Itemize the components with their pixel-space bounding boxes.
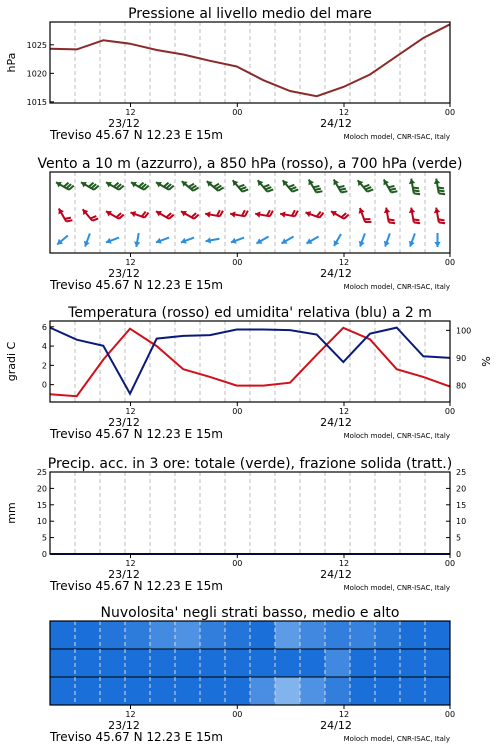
wind-barb-850hpa xyxy=(230,210,248,218)
y-tick-label: 0 xyxy=(456,550,462,559)
panel-1 xyxy=(5,6,455,142)
wind-barb-10m xyxy=(256,237,268,244)
chart-title: Pressione al livello medio del mare xyxy=(128,6,372,22)
time-tick-label: 12 xyxy=(125,559,136,568)
cloud-cell xyxy=(325,649,350,677)
cloud-cell xyxy=(225,677,250,705)
cloud-cell xyxy=(275,621,300,649)
chart-title: Precip. acc. in 3 ore: totale (verde), frazione solida (tratt.) xyxy=(47,456,453,472)
y-axis-label-right: % xyxy=(480,356,493,367)
time-tick-label: 00 xyxy=(444,559,456,568)
cloud-cell xyxy=(325,621,350,649)
wind-barb-700hpa xyxy=(106,182,124,190)
time-tick-label: 00 xyxy=(444,258,456,267)
wind-barb-850hpa xyxy=(106,211,124,219)
wind-barb-10m xyxy=(206,237,220,243)
wind-barb-700hpa xyxy=(358,180,374,191)
time-tick-label: 00 xyxy=(444,407,456,416)
location-label: Treviso 45.67 N 12.23 E 15m xyxy=(50,128,223,142)
date-label: 24/12 xyxy=(320,719,352,732)
time-tick-label: 12 xyxy=(125,258,136,267)
time-tick-label: 00 xyxy=(232,108,243,117)
cloud-cell xyxy=(325,677,350,705)
y-tick-label: 0 xyxy=(41,380,47,390)
y-tick-label: 2 xyxy=(41,361,47,371)
location-label: Treviso 45.67 N 12.23 E 15m xyxy=(50,579,223,593)
wind-barb-850hpa xyxy=(359,208,372,222)
cloud-cell xyxy=(425,677,450,705)
cloud-cell xyxy=(425,621,450,649)
wind-barb-700hpa xyxy=(56,182,74,190)
time-tick-label: 12 xyxy=(125,407,136,416)
cloud-cell xyxy=(150,677,175,705)
cloud-cell xyxy=(400,677,425,705)
wind-barb-10m xyxy=(306,237,318,244)
time-tick-label: 00 xyxy=(444,108,456,117)
wind-barb-850hpa xyxy=(181,211,199,219)
cloud-cell xyxy=(375,621,400,649)
wind-barb-850hpa xyxy=(130,211,148,218)
y-tick-label: 1020 xyxy=(26,69,47,79)
model-label: Moloch model, CNR-ISAC, Italy xyxy=(343,133,450,141)
cloud-cell xyxy=(125,649,150,677)
cloud-cell xyxy=(200,621,225,649)
cloud-cell xyxy=(200,649,225,677)
date-label: 23/12 xyxy=(108,416,140,429)
chart-title: Vento a 10 m (azzurro), a 850 hPa (rosso), a 700 hPa (verde) xyxy=(37,156,463,172)
cloud-cell xyxy=(350,649,375,677)
wind-barb-700hpa xyxy=(334,180,348,193)
wind-barb-850hpa xyxy=(156,211,174,219)
location-label: Treviso 45.67 N 12.23 E 15m xyxy=(50,730,223,744)
wind-barb-10m xyxy=(281,237,293,244)
wind-barb-10m xyxy=(384,233,390,246)
cloud-cell xyxy=(175,677,200,705)
y-tick-label: 0 xyxy=(41,550,47,559)
y-tick-label: 100 xyxy=(456,326,472,336)
cloud-cell xyxy=(100,621,125,649)
wind-barb-10m xyxy=(156,238,169,244)
wind-barb-850hpa xyxy=(83,209,99,220)
cloud-cell xyxy=(225,649,250,677)
time-tick-label: 12 xyxy=(338,710,350,719)
y-axis-label: hPa xyxy=(5,52,18,73)
wind-barb-700hpa xyxy=(182,181,199,191)
time-tick-label: 12 xyxy=(338,108,350,117)
y-tick-label: 1025 xyxy=(26,40,47,50)
date-label: 23/12 xyxy=(108,117,140,130)
time-tick-label: 00 xyxy=(232,559,243,568)
time-tick-label: 12 xyxy=(338,258,350,267)
y-tick-label: 20 xyxy=(36,484,47,494)
wind-barb-850hpa xyxy=(255,210,273,218)
cloud-cell xyxy=(100,677,125,705)
wind-barb-10m xyxy=(181,238,194,244)
cloud-cell xyxy=(125,621,150,649)
cloud-cell xyxy=(300,677,325,705)
y-tick-label: 1015 xyxy=(26,97,47,107)
date-label: 24/12 xyxy=(320,568,352,581)
cloud-cell xyxy=(375,649,400,677)
wind-barb-700hpa xyxy=(131,182,149,190)
wind-barb-10m xyxy=(84,233,90,246)
date-label: 23/12 xyxy=(108,568,140,581)
wind-barb-850hpa xyxy=(409,208,420,224)
date-label: 24/12 xyxy=(320,117,352,130)
wind-barb-10m xyxy=(334,234,341,246)
wind-barb-700hpa xyxy=(207,181,224,191)
time-tick-label: 00 xyxy=(444,710,456,719)
date-label: 23/12 xyxy=(108,267,140,280)
wind-barb-10m xyxy=(134,233,140,247)
cloud-cell xyxy=(300,649,325,677)
time-tick-label: 12 xyxy=(125,710,136,719)
y-tick-label: 25 xyxy=(36,468,47,477)
time-tick-label: 00 xyxy=(232,258,243,267)
y-tick-label: 5 xyxy=(456,533,462,543)
y-tick-label: 5 xyxy=(41,533,47,543)
wind-barb-850hpa xyxy=(331,211,349,219)
cloud-cell xyxy=(175,621,200,649)
wind-barb-850hpa xyxy=(434,208,445,224)
y-axis-label: mm xyxy=(5,502,18,524)
chart-title: Nuvolosita' negli strati basso, medio e alto xyxy=(100,605,400,621)
cloud-cell xyxy=(250,621,275,649)
cloud-cell xyxy=(400,621,425,649)
cloud-cell xyxy=(275,649,300,677)
cloud-cell xyxy=(75,621,100,649)
plot-frame xyxy=(50,472,450,554)
time-tick-label: 12 xyxy=(338,407,350,416)
model-label: Moloch model, CNR-ISAC, Italy xyxy=(343,432,450,440)
time-tick-label: 00 xyxy=(232,710,243,719)
wind-barb-700hpa xyxy=(156,182,174,190)
y-tick-label: 10 xyxy=(36,517,47,527)
panel-4 xyxy=(5,456,466,593)
cloud-cell xyxy=(50,649,75,677)
plot-frame xyxy=(50,22,450,103)
y-tick-label: 80 xyxy=(456,381,467,391)
y-tick-label: 4 xyxy=(41,342,47,352)
cloud-cell xyxy=(150,649,175,677)
cloud-cell xyxy=(425,649,450,677)
time-tick-label: 12 xyxy=(125,108,136,117)
chart-title: Temperatura (rosso) ed umidita' relativa (blu) a 2 m xyxy=(68,305,432,321)
y-axis-label: gradi C xyxy=(5,341,18,382)
cloud-cell xyxy=(125,677,150,705)
time-tick-label: 00 xyxy=(232,407,243,416)
cloud-cell xyxy=(50,677,75,705)
wind-barb-10m xyxy=(434,233,440,247)
model-label: Moloch model, CNR-ISAC, Italy xyxy=(343,584,450,592)
wind-barb-10m xyxy=(231,238,244,244)
wind-barb-700hpa xyxy=(258,180,274,191)
cloud-cell xyxy=(50,621,75,649)
wind-barb-10m xyxy=(106,238,119,244)
wind-barb-700hpa xyxy=(233,180,249,191)
cloud-cell xyxy=(100,649,125,677)
time-tick-label: 12 xyxy=(338,559,350,568)
location-label: Treviso 45.67 N 12.23 E 15m xyxy=(50,427,223,441)
wind-barb-700hpa xyxy=(283,180,299,191)
panel-2 xyxy=(37,156,462,292)
panel-5 xyxy=(49,605,455,744)
wind-barb-850hpa xyxy=(384,208,395,224)
date-label: 24/12 xyxy=(320,267,352,280)
cloud-cell xyxy=(300,621,325,649)
y-tick-label: 20 xyxy=(456,484,467,494)
location-label: Treviso 45.67 N 12.23 E 15m xyxy=(50,278,223,292)
cloud-cell xyxy=(250,677,275,705)
wind-barb-10m xyxy=(359,233,365,246)
y-tick-label: 15 xyxy=(36,500,47,510)
cloud-cell xyxy=(350,621,375,649)
cloud-cell xyxy=(200,677,225,705)
wind-barb-850hpa xyxy=(305,211,323,218)
cloud-cell xyxy=(350,677,375,705)
y-tick-label: 90 xyxy=(456,353,467,363)
cloud-cell xyxy=(400,649,425,677)
wind-barb-700hpa xyxy=(409,179,420,195)
date-label: 23/12 xyxy=(108,719,140,732)
date-label: 24/12 xyxy=(320,416,352,429)
wind-barb-10m xyxy=(409,233,415,246)
cloud-cell xyxy=(175,649,200,677)
y-tick-label: 10 xyxy=(456,517,467,527)
model-label: Moloch model, CNR-ISAC, Italy xyxy=(343,735,450,743)
cloud-cell xyxy=(75,677,100,705)
wind-barb-700hpa xyxy=(81,182,99,190)
wind-barb-10m xyxy=(57,236,68,245)
cloud-cell xyxy=(75,649,100,677)
y-tick-label: 15 xyxy=(456,500,467,510)
panel-3 xyxy=(5,305,493,441)
cloud-cell xyxy=(275,677,300,705)
y-tick-label: 6 xyxy=(41,322,47,332)
cloud-cell xyxy=(150,621,175,649)
wind-barb-850hpa xyxy=(59,209,73,222)
wind-barb-700hpa xyxy=(434,179,445,195)
y-tick-label: 25 xyxy=(456,468,467,477)
cloud-cell xyxy=(375,677,400,705)
cloud-cell xyxy=(250,649,275,677)
wind-barb-850hpa xyxy=(280,210,298,218)
model-label: Moloch model, CNR-ISAC, Italy xyxy=(343,283,450,291)
wind-barb-700hpa xyxy=(384,180,398,193)
wind-barb-850hpa xyxy=(205,210,223,218)
cloud-cell xyxy=(225,621,250,649)
wind-barb-700hpa xyxy=(309,180,323,193)
